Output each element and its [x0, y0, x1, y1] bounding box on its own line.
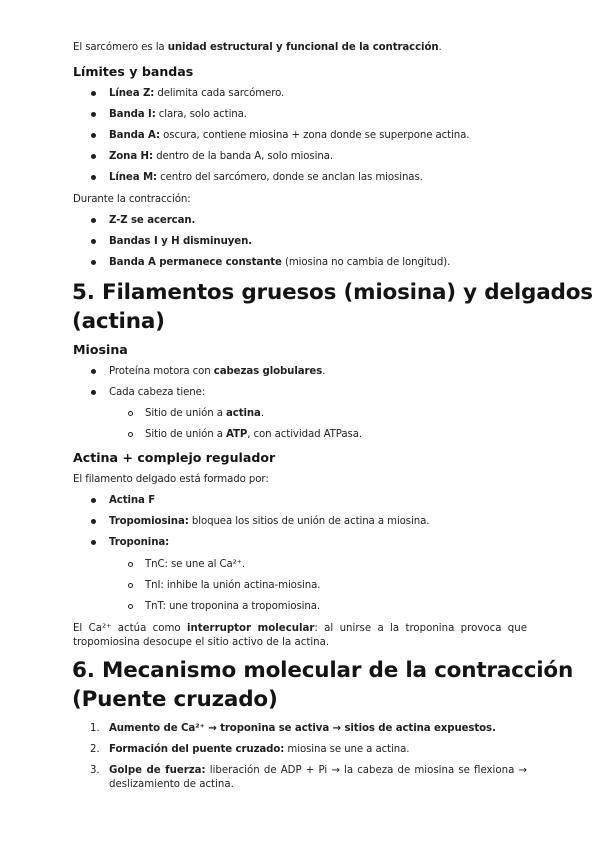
item-term: cabezas globulares	[213, 366, 323, 377]
list-item: Cada cabeza tiene:	[109, 387, 206, 398]
calcium-paragraph	[73, 622, 527, 650]
circle-bullet-icon	[128, 583, 133, 588]
item-term: actina	[226, 408, 261, 419]
item-term: Bandas I y H disminuyen.	[109, 236, 253, 247]
circle-bullet-icon	[128, 562, 133, 567]
item-text: .	[322, 366, 326, 377]
list-number: 2.	[90, 744, 100, 755]
bullet-icon	[91, 218, 96, 223]
para-text: : al unirse a la troponina provoca que tropomiosina desocupe el sitio activo de la actina.	[73, 623, 527, 648]
bullet-icon	[91, 175, 96, 180]
list-item	[109, 129, 469, 143]
list-item	[109, 365, 325, 379]
list-number: 1.	[90, 723, 100, 734]
para-term: interruptor molecular	[187, 623, 315, 634]
item-text: Proteína motora con	[109, 366, 214, 377]
item-term: Banda A permanece constante	[109, 257, 282, 268]
bullet-icon	[91, 540, 96, 545]
item-term: Banda A:	[109, 130, 160, 141]
bullet-icon	[91, 154, 96, 159]
item-text: .	[260, 408, 264, 419]
numbered-item	[109, 722, 496, 736]
para-text: El Ca²⁺ actúa como	[73, 623, 188, 634]
list-item	[109, 536, 169, 550]
sub-list-item	[145, 428, 362, 442]
item-text: delimita cada sarcómero.	[154, 88, 285, 99]
item-text: dentro de la banda A, solo miosina.	[152, 151, 333, 162]
section6-title-line1: 6. Mecanismo molecular de la contracción	[72, 658, 574, 683]
item-text: centro del sarcómero, donde se anclan las miosinas.	[156, 172, 423, 183]
list-item	[109, 150, 333, 164]
bullet-icon	[91, 112, 96, 117]
item-term: Formación del puente cruzado:	[109, 744, 285, 755]
list-item	[109, 235, 252, 249]
item-term: Línea M:	[109, 172, 157, 183]
bullet-icon	[91, 133, 96, 138]
item-term: Aumento de Ca²⁺ → troponina se activa → sitios de actina expuestos.	[109, 723, 496, 734]
circle-bullet-icon	[128, 432, 133, 437]
item-term: Banda I:	[109, 109, 156, 120]
item-text: miosina se une a actina.	[284, 744, 410, 755]
bullet-icon	[91, 260, 96, 265]
item-text: bloquea los sitios de unión de actina a miosina.	[188, 516, 430, 527]
item-term: Troponina:	[109, 537, 170, 548]
miosina-heading: Miosina	[73, 342, 128, 357]
item-term: Línea Z:	[109, 88, 155, 99]
circle-bullet-icon	[128, 411, 133, 416]
item-text: Sitio de unión a	[145, 429, 227, 440]
bullet-icon	[91, 519, 96, 524]
section5-title-line1: 5. Filamentos gruesos (miosina) y delgados	[72, 280, 593, 305]
item-term: Actina F	[109, 495, 156, 506]
numbered-item	[109, 743, 409, 757]
item-text: clara, solo actina.	[155, 109, 247, 120]
circle-bullet-icon	[128, 604, 133, 609]
item-text: , con actividad ATPasa.	[247, 429, 363, 440]
item-term: Z-Z se acercan.	[109, 215, 196, 226]
intro-bold: unidad estructural y funcional de la contracción	[167, 42, 439, 53]
item-term: Tropomiosina:	[109, 516, 189, 527]
list-item	[109, 108, 247, 122]
list-item	[109, 214, 195, 228]
list-number: 3.	[90, 765, 100, 776]
intro-post: .	[438, 42, 442, 53]
durante-intro: Durante la contracción:	[73, 194, 191, 205]
sub-list-item	[145, 407, 264, 421]
list-item	[109, 256, 450, 270]
list-item	[109, 171, 423, 185]
bullet-icon	[91, 239, 96, 244]
item-text: oscura, contiene miosina + zona donde se superpone actina.	[159, 130, 470, 141]
item-text: (miosina no cambia de longitud).	[281, 257, 451, 268]
bullet-icon	[91, 390, 96, 395]
section5-title-line2: (actina)	[72, 309, 165, 334]
bullet-icon	[91, 369, 96, 374]
limites-heading: Límites y bandas	[73, 64, 194, 79]
intro-text: El sarcómero es la	[73, 42, 168, 53]
item-term: ATP	[226, 429, 248, 440]
item-text: liberación de ADP + Pi → la cabeza de miosina se flexiona → deslizamiento de actina.	[109, 765, 527, 790]
sub-list-item: TnC: se une al Ca²⁺.	[145, 559, 246, 570]
list-item	[109, 87, 284, 101]
list-item	[109, 515, 429, 529]
section6-title-line2: (Puente cruzado)	[72, 687, 278, 712]
actina-intro: El filamento delgado está formado por:	[73, 474, 269, 485]
item-term: Zona H:	[109, 151, 153, 162]
actina-heading: Actina + complejo regulador	[73, 450, 276, 465]
sub-list-item: TnI: inhibe la unión actina-miosina.	[145, 580, 321, 591]
bullet-icon	[91, 498, 96, 503]
bullet-icon	[91, 91, 96, 96]
item-term: Golpe de fuerza:	[109, 765, 206, 776]
numbered-item	[109, 764, 527, 792]
sub-list-item: TnT: une troponina a tropomiosina.	[145, 601, 321, 612]
list-item	[109, 494, 155, 508]
item-text: Sitio de unión a	[145, 408, 227, 419]
intro-paragraph	[73, 41, 442, 55]
